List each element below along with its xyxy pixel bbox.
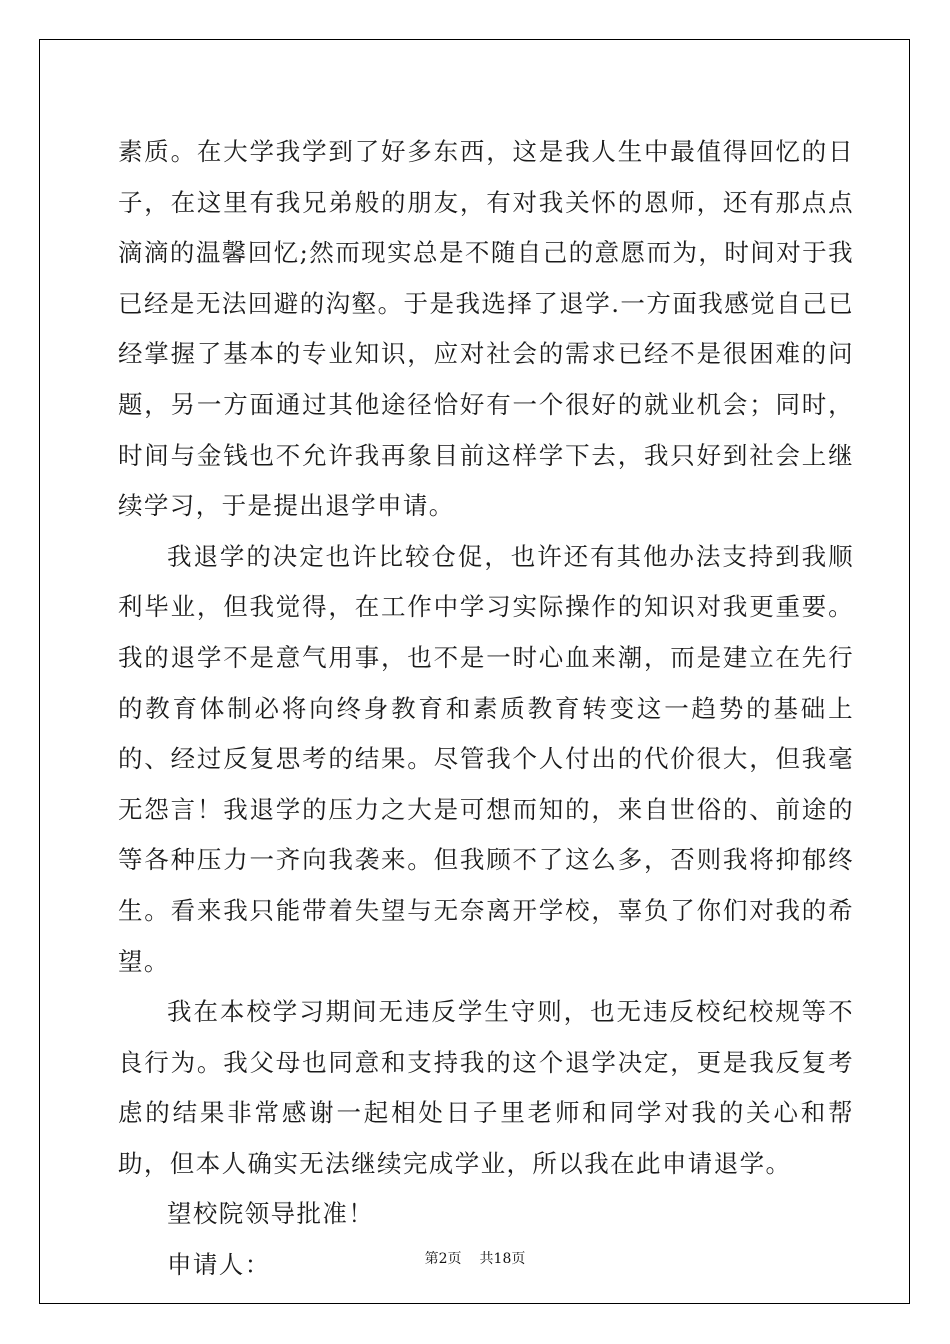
page-footer	[0, 1248, 950, 1268]
paragraph-continuation: 素质。在大学我学到了好多东西，这是我人生中最值得回忆的日子，在这里有我兄弟般的朋友，有对我关怀的恩师，还有那点点滴滴的温馨回忆;然而现实总是不随自己的意愿而为，时间对于我已经是无法回避的沟壑。于是我选择了退学.一方面我感觉自己已经掌握了基本的专业知识，应对社会的需求已经不是很困难的问题，另一方面通过其他途径恰好有一个很好的就业机会；同时，时间与金钱也不允许我再象目前这样学下去，我只好到社会上继续学习，于是提出退学申请。	[118, 137, 854, 521]
page-number: 第2页	[424, 1251, 462, 1267]
document-body	[118, 127, 854, 1291]
paragraph-conduct: 我在本校学习期间无违反学生守则，也无违反校纪校规等不良行为。我父母也同意和支持我的这个退学决定，更是我反复考虑的结果非常感谢一起相处日子里老师和同学对我的关心和帮助，但本人确实无法继续完成学业，所以我在此申请退学。	[118, 997, 854, 1178]
paragraph-reason: 我退学的决定也许比较仓促，也许还有其他办法支持到我顺利毕业，但我觉得，在工作中学习实际操作的知识对我更重要。我的退学不是意气用事，也不是一时心血来潮，而是建立在先行的教育体制必将向终身教育和素质教育转变这一趋势的基础上的、经过反复思考的结果。尽管我个人付出的代价很大，但我毫无怨言！我退学的压力之大是可想而知的，来自世俗的、前途的等各种压力一齐向我袭来。但我顾不了这么多，否则我将抑郁终生。看来我只能带着失望与无奈离开学校，辜负了你们对我的希望。	[118, 541, 854, 976]
page-total: 共18页	[479, 1251, 526, 1267]
paragraph-request-approval: 望校院领导批准！	[167, 1199, 375, 1229]
applicant-signature-line: 申请人：	[167, 1250, 271, 1280]
